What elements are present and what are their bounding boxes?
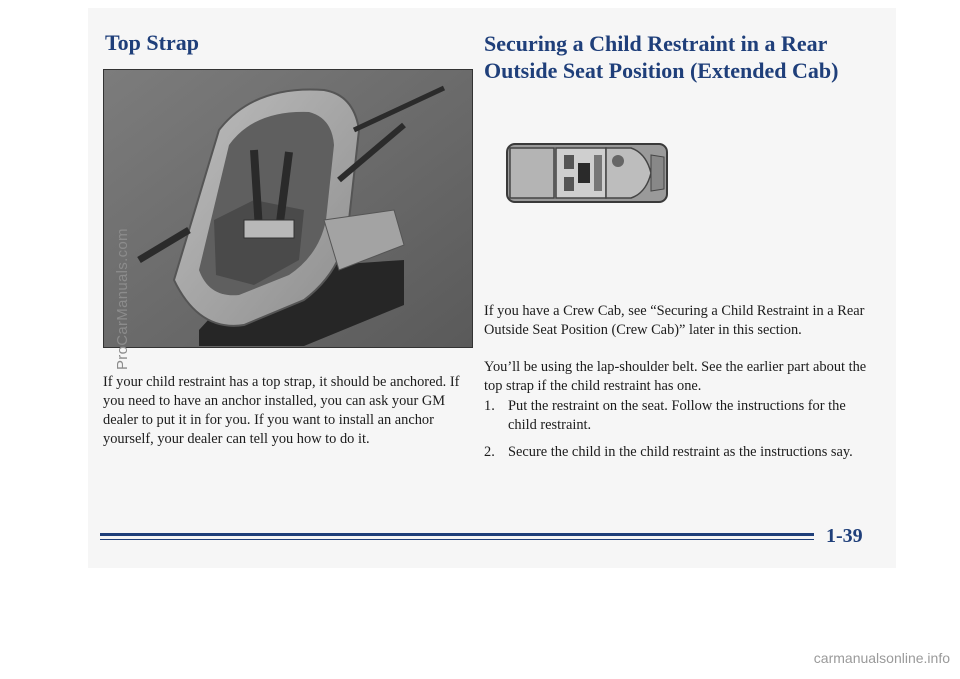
footer-rule-thin	[100, 539, 814, 540]
watermark-carmanualsonline: carmanualsonline.info	[813, 650, 950, 666]
top-strap-heading: Top Strap	[105, 30, 199, 55]
child-seat-photo	[103, 69, 473, 348]
page-number: 1-39	[826, 525, 863, 547]
extended-cab-heading: Securing a Child Restraint in a Rear Outside Seat Position (Extended Cab)	[484, 31, 839, 83]
step-text: Put the restraint on the seat. Follow the instructions for the child restraint.	[508, 398, 846, 433]
step-text: Secure the child in the child restraint as the instructions say.	[508, 444, 853, 460]
watermark-procarmanuals: ProCarManuals.com	[114, 228, 131, 370]
child-seat-illustration	[104, 70, 472, 347]
lap-shoulder-note: You’ll be using the lap-shoulder belt. See the earlier part about the top strap if the child restraint has one.	[484, 359, 867, 394]
step-number: 2.	[484, 444, 495, 460]
crew-cab-note: If you have a Crew Cab, see “Securing a Child Restraint in a Rear Outside Seat Position (Crew Cab)” later in this section.	[484, 303, 865, 338]
step-number: 1.	[484, 398, 495, 414]
truck-overhead-diagram	[506, 143, 668, 203]
footer-rule	[100, 533, 814, 536]
truck-diagram	[506, 143, 668, 203]
top-strap-paragraph: If your child restraint has a top strap, it should be anchored. If you need to have an anchor installed, you can ask your GM dealer to put it in for you. If you want to install an anchor yourself, your dealer can tell you how to do it.	[103, 374, 460, 447]
